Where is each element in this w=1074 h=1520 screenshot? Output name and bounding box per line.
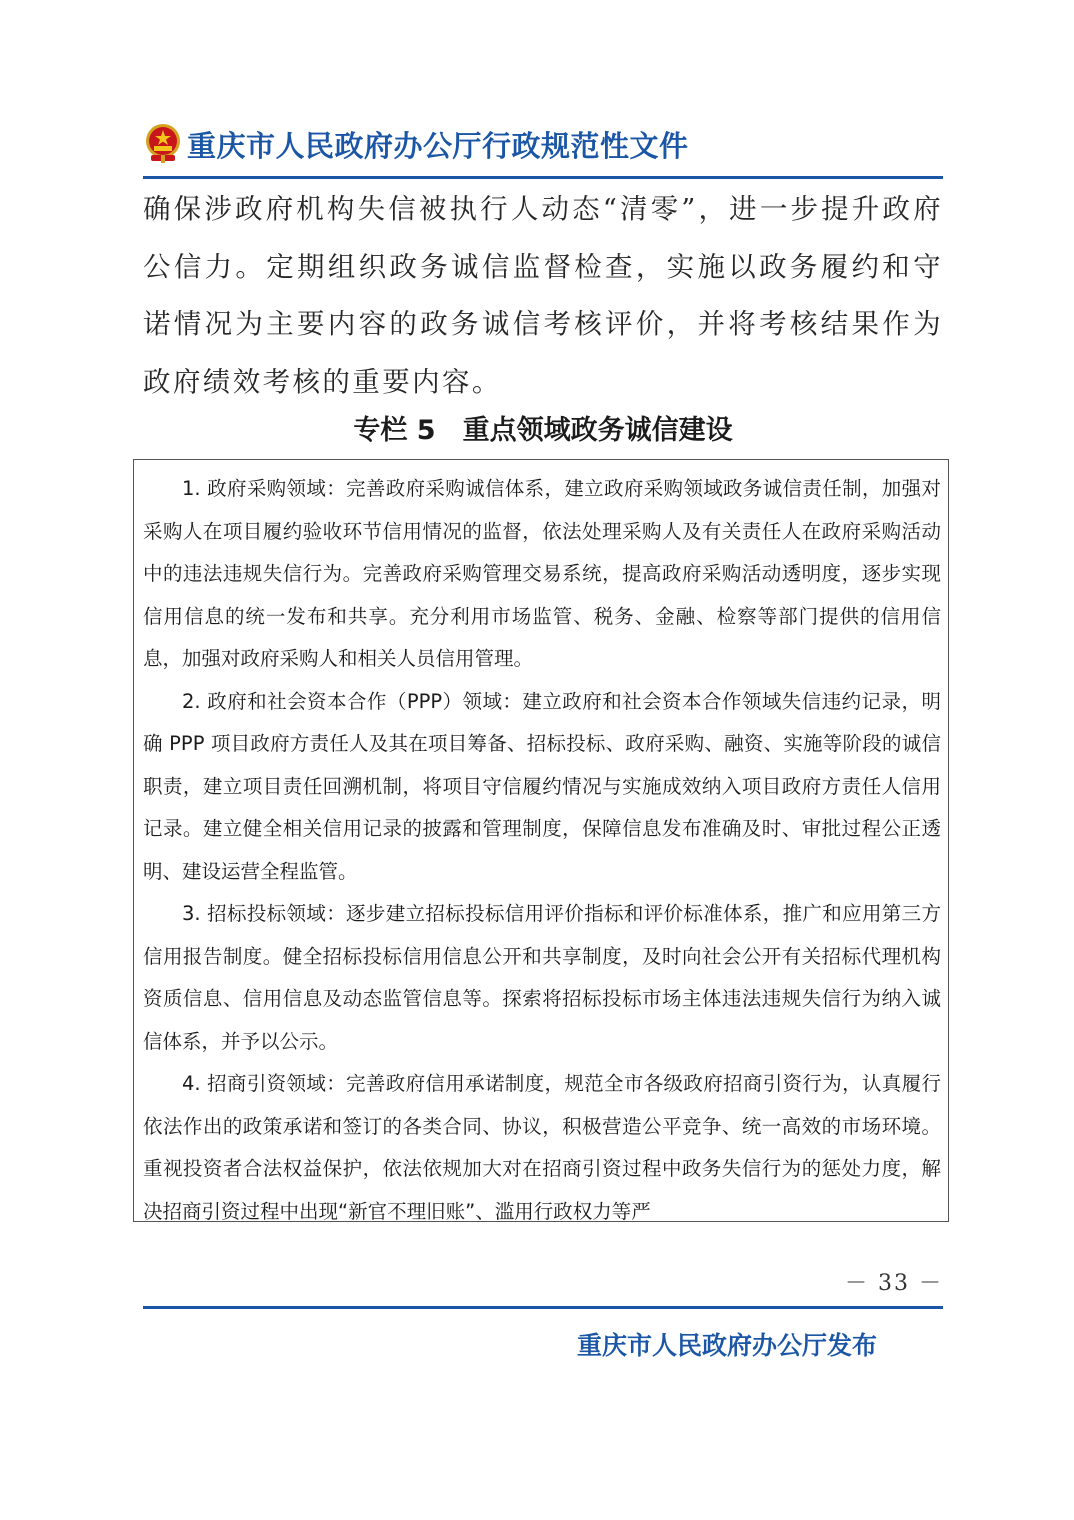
page-number: － 33 －	[845, 1271, 943, 1296]
column-item-bidding: 3. 招标投标领域：逐步建立招标投标信用评价指标和评价标准体系，推广和应用第三方信用报告制度。健全招标投标信用信息公开和共享制度，及时向社会公开有关招标代理机构资质信息、信用信息及动态监管信息等。探索将招标投标市场主体违法违规失信行为纳入诚信体系，并予以公示。	[143, 902, 941, 1053]
column-item-ppp: 2. 政府和社会资本合作（PPP）领域：建立政府和社会资本合作领域失信违约记录，明确 PPP 项目政府方责任人及其在项目筹备、招标投标、政府采购、融资、实施等阶段的诚信职责，建立项目责任回溯机制，将项目守信履约情况与实施成效纳入项目政府方责任人信用记录。建立健全相关信用记录的披露和管理制度，保障信息发布准确及时、审批过程公正透明、建设运营全程监管。	[143, 689, 941, 883]
header-title: 重庆市人民政府办公厅行政规范性文件	[187, 129, 689, 163]
document-header	[143, 118, 943, 176]
column-item-procurement: 1. 政府采购领域：完善政府采购诚信体系，建立政府采购领域政务诚信责任制，加强对采购人在项目履约验收环节信用情况的监督，依法处理采购人及有关责任人在政府采购活动中的违法违规失信行为。完善政府采购管理交易系统，提高政府采购活动透明度，逐步实现信用信息的统一发布和共享。充分利用市场监管、税务、金融、检察等部门提供的信用信息，加强对政府采购人和相关人员信用管理。	[143, 477, 941, 670]
body-paragraph: 确保涉政府机构失信被执行人动态“清零”，进一步提升政府公信力。定期组织政务诚信监督检查，实施以政务履约和守诺情况为主要内容的政务诚信考核评价，并将考核结果作为政府绩效考核的重要内容。	[143, 193, 943, 398]
column-title: 专栏 5 重点领域政务诚信建设	[353, 415, 733, 446]
footer-publisher: 重庆市人民政府办公厅发布	[576, 1331, 877, 1360]
column-item-investment: 4. 招商引资领域：完善政府信用承诺制度，规范全市各级政府招商引资行为，认真履行依法作出的政策承诺和签订的各类合同、协议，积极营造公平竞争、统一高效的市场环境。重视投资者合法权益保护，依法依规加大对在招商引资过程中政务失信行为的惩处力度，解决招商引资过程中出现“新官不理旧账”、滥用行政权力等严	[143, 1072, 941, 1222]
header-divider	[143, 176, 943, 179]
footer-divider	[143, 1306, 943, 1309]
column-box	[133, 459, 949, 1222]
national-emblem-icon	[143, 122, 183, 164]
